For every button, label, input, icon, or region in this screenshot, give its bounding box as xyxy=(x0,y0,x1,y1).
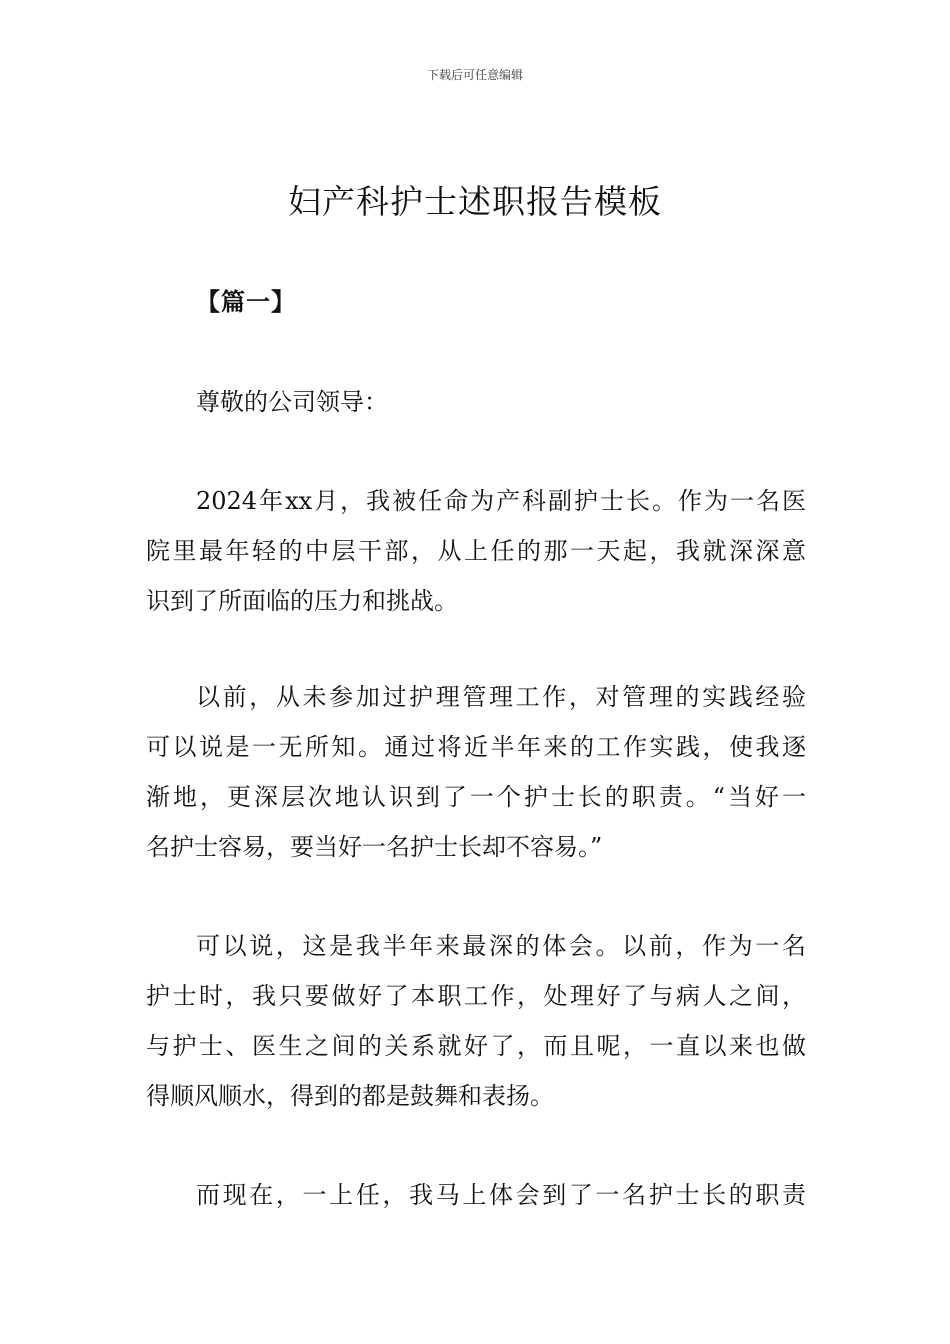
paragraph-line: 与护士、医生之间的关系就好了，而且呢，一直以来也做 xyxy=(146,1032,806,1060)
paragraph-line: 而现在，一上任，我马上体会到了一名护士长的职责 xyxy=(196,1181,806,1209)
paragraph-line: 名护士容易，要当好一名护士长却不容易。” xyxy=(146,833,603,861)
paragraph-3 xyxy=(146,921,806,1121)
salutation: 尊敬的公司领导： xyxy=(196,388,388,416)
paragraph-line: 院里最年轻的中层干部，从上任的那一天起，我就深深意 xyxy=(146,537,806,565)
paragraph-line: 以前，从未参加过护理管理工作，对管理的实践经验 xyxy=(196,683,806,711)
paragraph-line: 识到了所面临的压力和挑战。 xyxy=(146,587,458,615)
paragraph-line: 可以说，这是我半年来最深的体会。以前，作为一名 xyxy=(196,932,806,960)
header-note: 下载后可任意编辑 xyxy=(426,68,523,82)
paragraph-line: 得顺风顺水，得到的都是鼓舞和表扬。 xyxy=(146,1082,554,1110)
paragraph-line: 2024年xx月，我被任命为产科副护士长。作为一名医 xyxy=(196,487,806,515)
paragraph-2 xyxy=(146,672,806,872)
document-title: 妇产科护士述职报告模板 xyxy=(288,182,662,221)
paragraph-line: 护士时，我只要做好了本职工作，处理好了与病人之间， xyxy=(146,982,806,1010)
paragraph-line: 渐地，更深层次地认识到了一个护士长的职责。“当好一 xyxy=(146,783,806,811)
paragraph-line: 可以说是一无所知。通过将近半年来的工作实践，使我逐 xyxy=(146,733,806,761)
section-label: 【篇一】 xyxy=(196,288,296,316)
paragraph-4 xyxy=(146,1170,806,1220)
paragraph-1 xyxy=(146,476,806,626)
